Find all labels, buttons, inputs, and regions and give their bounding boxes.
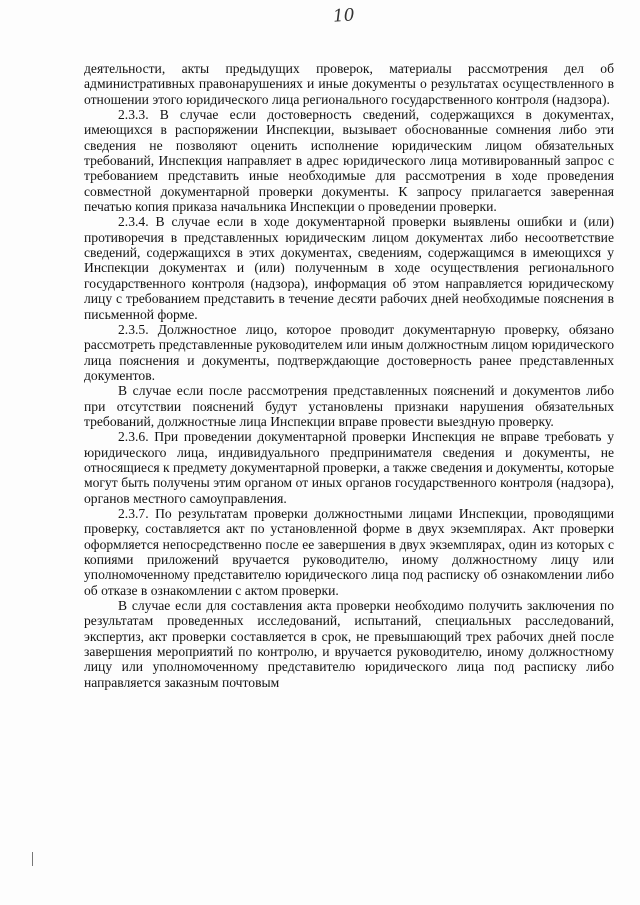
handwritten-page-number: 10	[332, 5, 356, 27]
paragraph-continuation: деятельности, акты предыдущих проверок, материалы рассмотрения дел об административных правонарушениях и иные документы о результатах осуществленного в отношении этого юридического лица регионального государственного контроля (надзора).	[84, 61, 614, 107]
paragraph-2-3-7: 2.3.7. По результатам проверки должностными лицами Инспекции, проводящими проверку, составляется акт по установленной форме в двух экземплярах. Акт проверки оформляется непосредственно после ее завершения в двух экземплярах, один из которых с копиями приложений вручается руководителю, иному должностному лицу или уполномоченному представителю юридического лица под расписку об ознакомлении либо об отказе в ознакомлении с актом проверки.	[84, 505, 614, 598]
paragraph-2-3-3: 2.3.3. В случае если достоверность сведений, содержащихся в документах, имеющихся в распоряжении Инспекции, вызывает обоснованные сомнения либо эти сведения не позволяют оценить исполнение юридическим лицом обязательных требований, Инспекция направляет в адрес юридического лица мотивированный запрос с требованием представить иные необходимые для рассмотрения в ходе проведения совместной документарной проверки документы. К запросу прилагается заверенная печатью копия приказа начальника Инспекции о проведении проверки.	[84, 107, 614, 215]
document-body	[84, 61, 614, 690]
paragraph-2-3-7-continued: В случае если для составления акта проверки необходимо получить заключения по результатам проведенных исследований, испытаний, специальных расследований, экспертиз, акт проверки составляется в срок, не превышающий трех рабочих дней после завершения мероприятий по контролю, и вручается руководителю, иному должностному лицу или уполномоченному представителю юридического лица под расписку либо направляется заказным почтовым	[84, 598, 614, 690]
paragraph-2-3-4: 2.3.4. В случае если в ходе документарной проверки выявлены ошибки и (или) противоречия в представленных юридическим лицом документах либо несоответствие сведений, содержащихся в этих документах, сведениям, содержащимся в имеющихся у Инспекции документах и (или) полученным в ходе осуществления регионального государственного контроля (надзора), информация об этом направляется юридическому лицу с требованием представить в течение десяти рабочих дней необходимые пояснения в письменной форме.	[84, 214, 614, 322]
paragraph-2-3-5-continued: В случае если после рассмотрения представленных пояснений и документов либо при отсутствии пояснений будут установлены признаки нарушения обязательных требований, должностные лица Инспекции вправе провести выездную проверку.	[84, 383, 614, 429]
paragraph-2-3-5: 2.3.5. Должностное лицо, которое проводит документарную проверку, обязано рассмотреть представленные руководителем или иным должностным лицом юридического лица пояснения и документы, подтверждающие достоверность ранее представленных документов.	[84, 321, 614, 383]
paragraph-2-3-6: 2.3.6. При проведении документарной проверки Инспекция не вправе требовать у юридического лица, индивидуального предпринимателя сведения и документы, не относящиеся к предмету документарной проверки, а также сведения и документы, которые могут быть получены этим органом от иных органов государственного контроля (надзора), органов местного самоуправления.	[84, 429, 614, 506]
scan-margin-mark	[32, 852, 33, 866]
